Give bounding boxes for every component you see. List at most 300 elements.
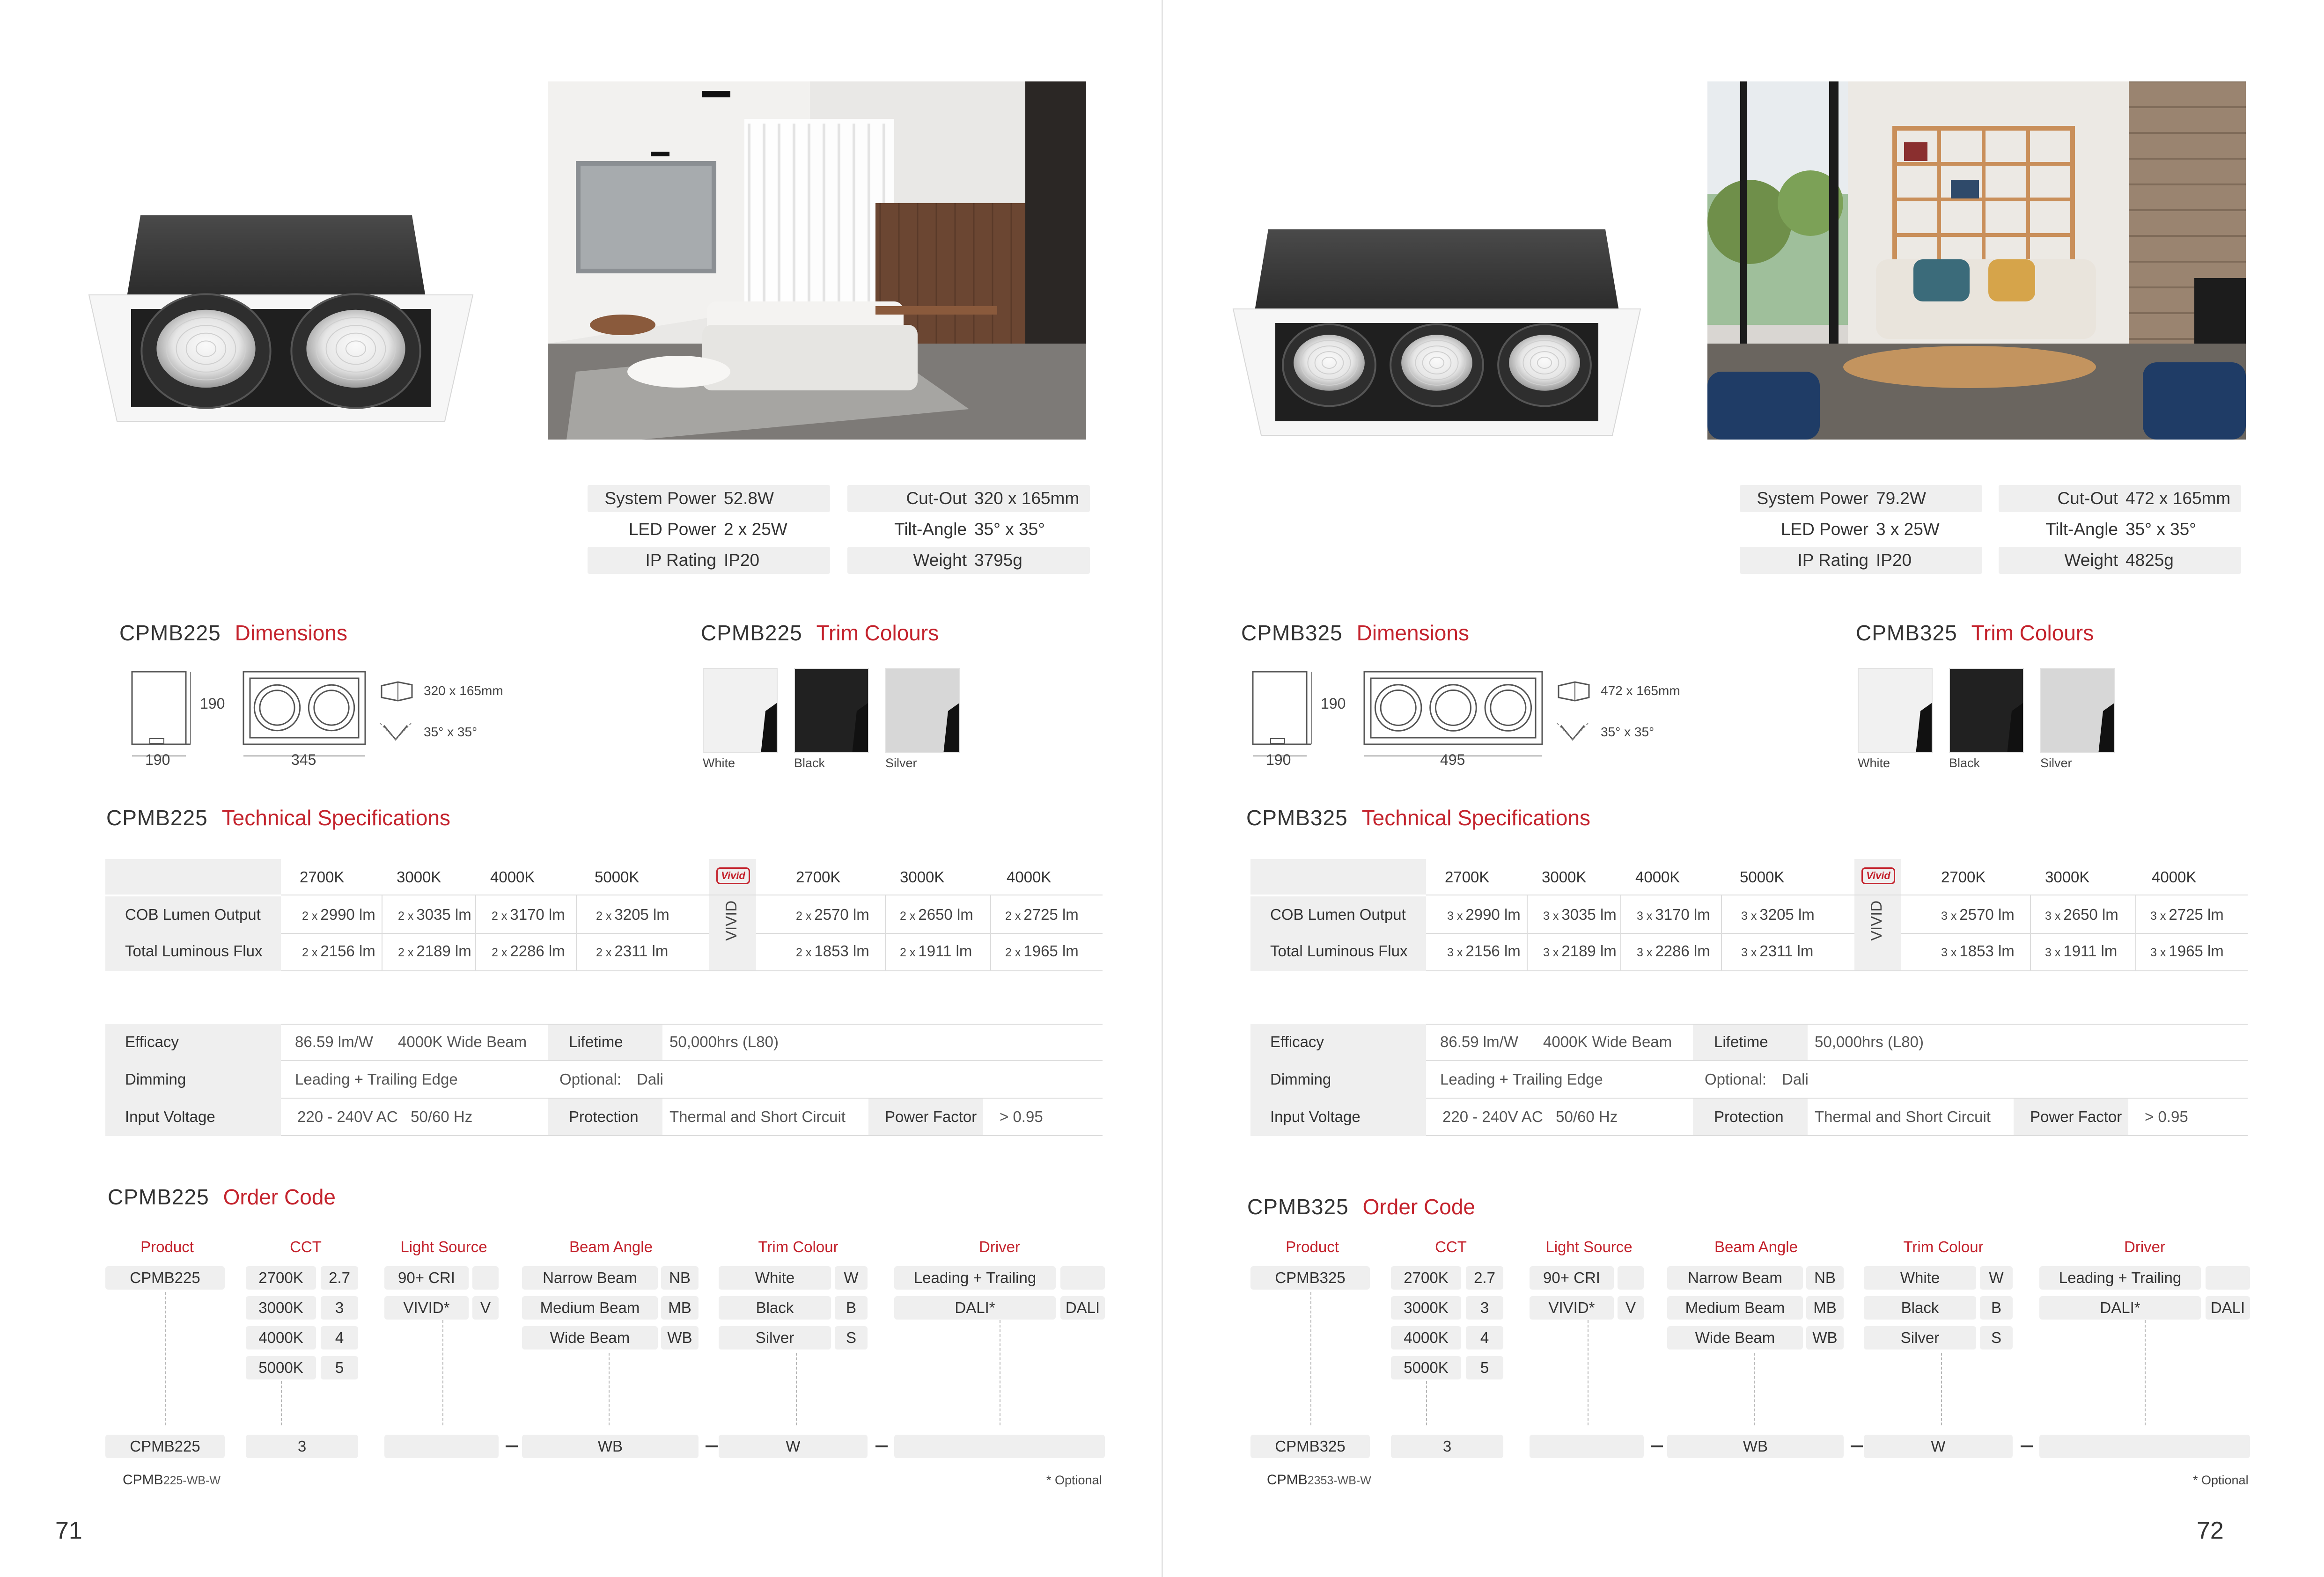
lumen-value: [796, 906, 869, 924]
trim-swatch: [1949, 668, 2024, 753]
table-rule: [281, 970, 1103, 971]
spec-value: 79.2W: [1876, 489, 1926, 508]
order-code-result: CPMB225: [105, 1435, 225, 1458]
vivid-cct-header: 4000K: [1007, 868, 1052, 886]
page-number: 71: [55, 1517, 82, 1544]
order-code-builder: [1250, 1238, 2248, 1491]
table-rule: [2030, 895, 2031, 970]
technical-table: [105, 859, 1103, 971]
row-label: COB Lumen Output: [125, 906, 261, 923]
lumen-number: 1965 lm: [1023, 942, 1079, 960]
lumen-number: 2311 lm: [614, 942, 669, 960]
input-voltage-label: Input Voltage: [125, 1108, 215, 1125]
spec-value: 4825g: [2125, 550, 2174, 570]
lumen-number: 1911 lm: [2063, 942, 2118, 960]
installation-photo: [1707, 81, 2246, 440]
lumen-number: 3035 lm: [1561, 906, 1617, 923]
installation-photo: [548, 81, 1086, 440]
dimensions-title: [119, 620, 347, 645]
trim-colour-code: S: [835, 1326, 868, 1350]
dimensions-title: [1241, 620, 1469, 645]
lumen-value: [1637, 906, 1710, 924]
connector-line: [1754, 1353, 1755, 1425]
power-factor-value: > 0.95: [1000, 1108, 1043, 1125]
dimension-drawing: [1252, 669, 1552, 779]
lumen-value: [1637, 942, 1710, 960]
order-code-result: [894, 1435, 1105, 1458]
order-column-header: Light Source: [400, 1238, 487, 1255]
table-rule: [885, 895, 886, 970]
multiplier: 3 x: [1543, 910, 1559, 923]
multiplier: 2 x: [1005, 946, 1021, 959]
model-name: CPMB225: [701, 621, 802, 645]
table-rule: [1426, 1135, 2248, 1136]
trim-swatch-label: White: [703, 756, 735, 770]
optional-label: Optional:: [559, 1071, 622, 1088]
general-specs-table: [105, 1024, 1103, 1136]
order-code-result: W: [1864, 1435, 2013, 1458]
lumen-value: [2045, 942, 2117, 960]
lumen-value: [1543, 906, 1617, 924]
lumen-value: [2150, 906, 2224, 924]
row-label: COB Lumen Output: [1270, 906, 1406, 923]
efficacy-value: 86.59 lm/W: [1440, 1033, 1518, 1050]
multiplier: 3 x: [2045, 910, 2061, 923]
driver-code: [1060, 1266, 1105, 1290]
order-code-result: W: [719, 1435, 868, 1458]
dimming-value: Leading + Trailing Edge: [1440, 1071, 1603, 1088]
multiplier: 2 x: [796, 946, 812, 959]
technical-specs-title: [106, 805, 450, 830]
cct-option: 2700K: [246, 1266, 316, 1290]
trim-swatch: [703, 668, 778, 753]
lumen-value: [1005, 942, 1079, 960]
lumen-value: [1005, 906, 1079, 924]
lumen-number: 1853 lm: [814, 942, 869, 960]
lumen-number: 3035 lm: [416, 906, 471, 923]
model-name: CPMB225: [106, 806, 208, 830]
spec-label: Weight: [913, 550, 967, 570]
lumen-number: 3170 lm: [510, 906, 565, 923]
catalogue-page-right: [1163, 0, 2324, 1577]
example-prefix: CPMB: [1267, 1472, 1308, 1488]
spec-label: Tilt-Angle: [2045, 520, 2118, 539]
cct-option: 5000K: [1391, 1356, 1461, 1379]
row-label: Total Luminous Flux: [125, 942, 263, 960]
order-code-result: 3: [1391, 1435, 1503, 1458]
dimension-front-width: 345: [291, 751, 316, 768]
spec-weight: [1999, 547, 2241, 574]
spec-value: IP20: [1876, 550, 1912, 570]
lumen-value: [1941, 906, 2015, 924]
trim-swatch-label: Silver: [885, 756, 917, 770]
trim-colour-code: B: [1980, 1296, 2013, 1320]
lumen-number: 2650 lm: [918, 906, 973, 923]
cct-code: 5: [321, 1356, 358, 1379]
order-column-header: Product: [1286, 1238, 1339, 1255]
example-suffix: 225-WB-W: [163, 1474, 221, 1487]
lumen-value: [398, 906, 471, 924]
model-name: CPMB325: [1241, 621, 1343, 645]
table-rule: [281, 1024, 1103, 1025]
section-name: Technical Specifications: [1361, 806, 1591, 830]
table-rule: [1426, 970, 2248, 971]
beam-angle-code: WB: [1806, 1326, 1844, 1350]
lumen-number: 2725 lm: [2169, 906, 2224, 923]
input-voltage-value: 220 - 240V AC 50/60 Hz: [297, 1108, 473, 1125]
model-name: CPMB225: [119, 621, 221, 645]
cct-code: 4: [1466, 1326, 1503, 1350]
lumen-value: [302, 942, 375, 960]
dimming-value: Leading + Trailing Edge: [295, 1071, 458, 1088]
vivid-vertical-label: VIVID: [722, 900, 740, 941]
lumen-number: 3170 lm: [1655, 906, 1710, 923]
dimension-side-width: 190: [145, 751, 170, 768]
multiplier: 2 x: [900, 946, 916, 959]
vivid-cct-header: 2700K: [796, 868, 841, 886]
spec-value: 52.8W: [724, 489, 774, 508]
trim-swatch: [1858, 668, 1933, 753]
table-rule: [1901, 933, 2248, 934]
cct-header: 2700K: [1445, 868, 1490, 886]
order-column-header: Beam Angle: [1714, 1238, 1798, 1255]
light-source-code: [1618, 1266, 1644, 1290]
spec-label: IP Rating: [1797, 550, 1868, 570]
lumen-value: [900, 906, 973, 924]
spec-ip-rating: [1740, 547, 1982, 574]
section-name: Trim Colours: [1971, 621, 2094, 645]
driver-option: Leading + Trailing: [894, 1266, 1056, 1290]
tilt-label: 35° x 35°: [424, 725, 478, 739]
driver-option: DALI*: [894, 1296, 1056, 1320]
lumen-number: 1965 lm: [2169, 942, 2224, 960]
spec-value: IP20: [724, 550, 760, 570]
section-name: Dimensions: [1356, 621, 1469, 645]
separator-dash: [875, 1445, 888, 1447]
lumen-number: 2286 lm: [510, 942, 565, 960]
order-code-result: WB: [522, 1435, 699, 1458]
technical-specs-title: [1246, 805, 1590, 830]
spec-value: 3795g: [974, 550, 1022, 570]
vivid-logo: Vivid: [1861, 867, 1895, 884]
order-code-result: [1530, 1435, 1644, 1458]
table-rule: [281, 1098, 1103, 1099]
catalogue-page-left: [0, 0, 1161, 1577]
light-source-code: V: [1618, 1296, 1644, 1320]
multiplier: 3 x: [1447, 910, 1463, 923]
trim-colour-code: W: [835, 1266, 868, 1290]
beam-angle-option: Narrow Beam: [522, 1266, 658, 1290]
spec-value: 320 x 165mm: [974, 489, 1080, 508]
lumen-value: [1447, 906, 1521, 924]
cct-option: 4000K: [1391, 1326, 1461, 1350]
lifetime-label: Lifetime: [569, 1033, 623, 1050]
order-column-header: Trim Colour: [758, 1238, 838, 1255]
page-number: 72: [2197, 1517, 2224, 1544]
row-label: Total Luminous Flux: [1270, 942, 1408, 960]
order-code-result: [2039, 1435, 2250, 1458]
section-name: Technical Specifications: [221, 806, 451, 830]
order-code-result: [384, 1435, 499, 1458]
spec-system-power: [1740, 485, 1982, 512]
table-rule: [1426, 1098, 2248, 1099]
lifetime-value: 50,000hrs (L80): [669, 1033, 779, 1050]
separator-dash: [1651, 1445, 1663, 1447]
lumen-value: [900, 942, 972, 960]
connector-line: [165, 1292, 166, 1425]
efficacy-value: 86.59 lm/W: [295, 1033, 373, 1050]
table-rule: [281, 1060, 1103, 1061]
multiplier: 2 x: [900, 910, 916, 923]
multiplier: 2 x: [398, 946, 414, 959]
beam-angle-code: NB: [1806, 1266, 1844, 1290]
cutout-icon: [379, 676, 417, 744]
lifetime-value: 50,000hrs (L80): [1815, 1033, 1924, 1050]
trim-colour-code: W: [1980, 1266, 2013, 1290]
connector-line: [1426, 1381, 1427, 1425]
driver-option: DALI*: [2039, 1296, 2201, 1320]
light-source-code: [472, 1266, 499, 1290]
spec-label: Tilt-Angle: [894, 520, 967, 539]
dimension-height: 190: [200, 695, 225, 712]
order-column-header: Driver: [2124, 1238, 2165, 1255]
connector-line: [609, 1353, 610, 1425]
table-header-shade: [1250, 859, 1426, 895]
multiplier: 3 x: [1741, 910, 1757, 923]
trim-swatch: [885, 668, 960, 753]
model-name: CPMB225: [108, 1185, 209, 1209]
spec-tilt-angle: [847, 516, 1090, 543]
beam-angle-code: NB: [661, 1266, 699, 1290]
spec-label: LED Power: [628, 520, 716, 539]
multiplier: 2 x: [492, 910, 507, 923]
spec-label: Cut-Out: [2057, 489, 2118, 508]
order-column-header: Light Source: [1545, 1238, 1633, 1255]
lumen-number: 3205 lm: [1759, 906, 1815, 923]
beam-angle-option: Medium Beam: [1667, 1296, 1803, 1320]
spec-value: 35° x 35°: [2125, 520, 2196, 539]
lumen-value: [1741, 942, 1813, 960]
power-factor-label: Power Factor: [2030, 1108, 2122, 1125]
driver-code: [2206, 1266, 2250, 1290]
spec-label: Weight: [2064, 550, 2118, 570]
spec-tilt-angle: [1999, 516, 2241, 543]
spec-weight: [847, 547, 1090, 574]
table-rule: [281, 1135, 1103, 1136]
product-code: CPMB325: [1250, 1266, 1370, 1290]
lumen-number: 2650 lm: [2063, 906, 2118, 923]
trim-colours-title: [1856, 620, 2094, 645]
trim-colour-option: White: [719, 1266, 831, 1290]
tilt-label: 35° x 35°: [1601, 725, 1655, 739]
optional-label: Optional:: [1705, 1071, 1767, 1088]
order-code-result: 3: [246, 1435, 358, 1458]
cct-header: 4000K: [1635, 868, 1680, 886]
light-source-option: 90+ CRI: [1530, 1266, 1614, 1290]
trim-colour-code: S: [1980, 1326, 2013, 1350]
connector-line: [1588, 1320, 1589, 1425]
optional-value: Dali: [1782, 1071, 1809, 1088]
product-code: CPMB225: [105, 1266, 225, 1290]
connector-line: [281, 1381, 282, 1425]
light-source-code: V: [472, 1296, 499, 1320]
lumen-value: [302, 906, 375, 924]
driver-code: DALI: [1060, 1296, 1105, 1320]
spec-value: 35° x 35°: [974, 520, 1045, 539]
model-name: CPMB325: [1856, 621, 1957, 645]
multiplier: 2 x: [492, 946, 507, 959]
lumen-number: 2725 lm: [1023, 906, 1079, 923]
spec-cut-out: [847, 485, 1090, 512]
spec-label: System Power: [1757, 489, 1868, 508]
multiplier: 3 x: [2150, 910, 2166, 923]
multiplier: 3 x: [2045, 946, 2061, 959]
spec-label: System Power: [604, 489, 716, 508]
table-rule: [756, 933, 1103, 934]
beam-angle-option: Narrow Beam: [1667, 1266, 1803, 1290]
multiplier: 3 x: [2150, 946, 2166, 959]
trim-swatch-label: White: [1858, 756, 1890, 770]
lumen-value: [2045, 906, 2118, 924]
spec-ip-rating: [588, 547, 830, 574]
cct-code: 2.7: [321, 1266, 358, 1290]
order-code-result: CPMB325: [1250, 1435, 1370, 1458]
multiplier: 3 x: [1741, 946, 1757, 959]
lumen-number: 2286 lm: [1655, 942, 1710, 960]
beam-angle-code: MB: [661, 1296, 699, 1320]
optional-value: Dali: [637, 1071, 663, 1088]
table-rule: [576, 895, 577, 970]
model-name: CPMB325: [1246, 806, 1348, 830]
spec-cut-out: [1999, 485, 2241, 512]
vivid-cct-header: 4000K: [2152, 868, 2197, 886]
multiplier: 2 x: [1005, 910, 1021, 923]
cct-code: 4: [321, 1326, 358, 1350]
protection-label: Protection: [569, 1108, 639, 1125]
trim-swatch-label: Black: [1949, 756, 1980, 770]
input-voltage-value: 220 - 240V AC 50/60 Hz: [1442, 1108, 1618, 1125]
trim-colour-code: B: [835, 1296, 868, 1320]
cct-option: 3000K: [246, 1296, 316, 1320]
protection-label: Protection: [1714, 1108, 1784, 1125]
trim-colour-option: Black: [719, 1296, 831, 1320]
cutout-label: 472 x 165mm: [1601, 683, 1680, 698]
multiplier: 3 x: [1637, 946, 1653, 959]
order-column-header: Trim Colour: [1903, 1238, 1984, 1255]
cct-code: 3: [1466, 1296, 1503, 1320]
lumen-value: [1741, 906, 1815, 924]
beam-angle-code: WB: [661, 1326, 699, 1350]
efficacy-label: Efficacy: [1270, 1033, 1324, 1050]
multiplier: 2 x: [796, 910, 812, 923]
cutout-label: 320 x 165mm: [424, 683, 503, 698]
light-source-option: VIVID*: [1530, 1296, 1614, 1320]
lumen-number: 2990 lm: [320, 906, 375, 923]
cct-header: 5000K: [595, 868, 640, 886]
efficacy-label: Efficacy: [125, 1033, 179, 1050]
spec-led-power: [588, 516, 830, 543]
table-rule: [990, 895, 991, 970]
lumen-value: [596, 906, 669, 924]
spec-label: Cut-Out: [906, 489, 967, 508]
driver-code: DALI: [2206, 1296, 2250, 1320]
light-source-option: VIVID*: [384, 1296, 469, 1320]
multiplier: 3 x: [1637, 910, 1653, 923]
dimming-label: Dimming: [125, 1071, 186, 1088]
cct-option: 2700K: [1391, 1266, 1461, 1290]
order-column-header: CCT: [290, 1238, 322, 1255]
input-voltage-label: Input Voltage: [1270, 1108, 1361, 1125]
beam-angle-option: Wide Beam: [1667, 1326, 1803, 1350]
vivid-vertical-label: VIVID: [1868, 900, 1885, 941]
spec-value: 3 x 25W: [1876, 520, 1940, 539]
separator-dash: [506, 1445, 518, 1447]
cct-option: 5000K: [246, 1356, 316, 1379]
example-suffix: 2353-WB-W: [1307, 1474, 1371, 1487]
order-code-example: [123, 1472, 221, 1488]
cct-header: 2700K: [300, 868, 345, 886]
table-header-shade: [105, 859, 281, 895]
order-column-header: Beam Angle: [569, 1238, 653, 1255]
spec-label: IP Rating: [645, 550, 716, 570]
trim-colour-option: Silver: [1864, 1326, 1976, 1350]
order-code-result: WB: [1667, 1435, 1844, 1458]
table-rule: [1426, 1060, 2248, 1061]
multiplier: 2 x: [302, 946, 318, 959]
vivid-cct-header: 3000K: [2045, 868, 2090, 886]
separator-dash: [1851, 1445, 1863, 1447]
section-name: Trim Colours: [816, 621, 939, 645]
order-column-header: Product: [140, 1238, 194, 1255]
vivid-cct-header: 3000K: [900, 868, 945, 886]
multiplier: 3 x: [1543, 946, 1559, 959]
protection-value: Thermal and Short Circuit: [669, 1108, 846, 1125]
spec-led-power: [1740, 516, 1982, 543]
lumen-number: 1853 lm: [1959, 942, 2015, 960]
general-specs-table: [1250, 1024, 2248, 1136]
lumen-number: 2156 lm: [320, 942, 375, 960]
lumen-number: 1911 lm: [918, 942, 972, 960]
protection-value: Thermal and Short Circuit: [1815, 1108, 1991, 1125]
table-rule: [1527, 895, 1528, 970]
cct-header: 4000K: [490, 868, 535, 886]
lumen-value: [492, 906, 565, 924]
beam-angle-option: Medium Beam: [522, 1296, 658, 1320]
cct-header: 3000K: [1542, 868, 1587, 886]
order-code-builder: [105, 1238, 1103, 1491]
lumen-value: [596, 942, 668, 960]
trim-swatch: [2040, 668, 2115, 753]
lifetime-label: Lifetime: [1714, 1033, 1768, 1050]
cct-option: 4000K: [246, 1326, 316, 1350]
separator-dash: [706, 1445, 718, 1447]
order-code-title: [108, 1184, 336, 1210]
driver-option: Leading + Trailing: [2039, 1266, 2201, 1290]
product-photo: [84, 206, 478, 433]
table-rule: [1426, 933, 1854, 934]
lumen-value: [492, 942, 565, 960]
lumen-number: 2189 lm: [1561, 942, 1617, 960]
multiplier: 2 x: [398, 910, 414, 923]
lumen-value: [1543, 942, 1617, 960]
trim-colours-title: [701, 620, 939, 645]
connector-line: [2145, 1320, 2146, 1425]
model-name: CPMB325: [1247, 1195, 1349, 1219]
order-code-example: [1267, 1472, 1371, 1488]
order-code-title: [1247, 1194, 1475, 1219]
vivid-cct-header: 2700K: [1941, 868, 1986, 886]
power-factor-label: Power Factor: [885, 1108, 977, 1125]
